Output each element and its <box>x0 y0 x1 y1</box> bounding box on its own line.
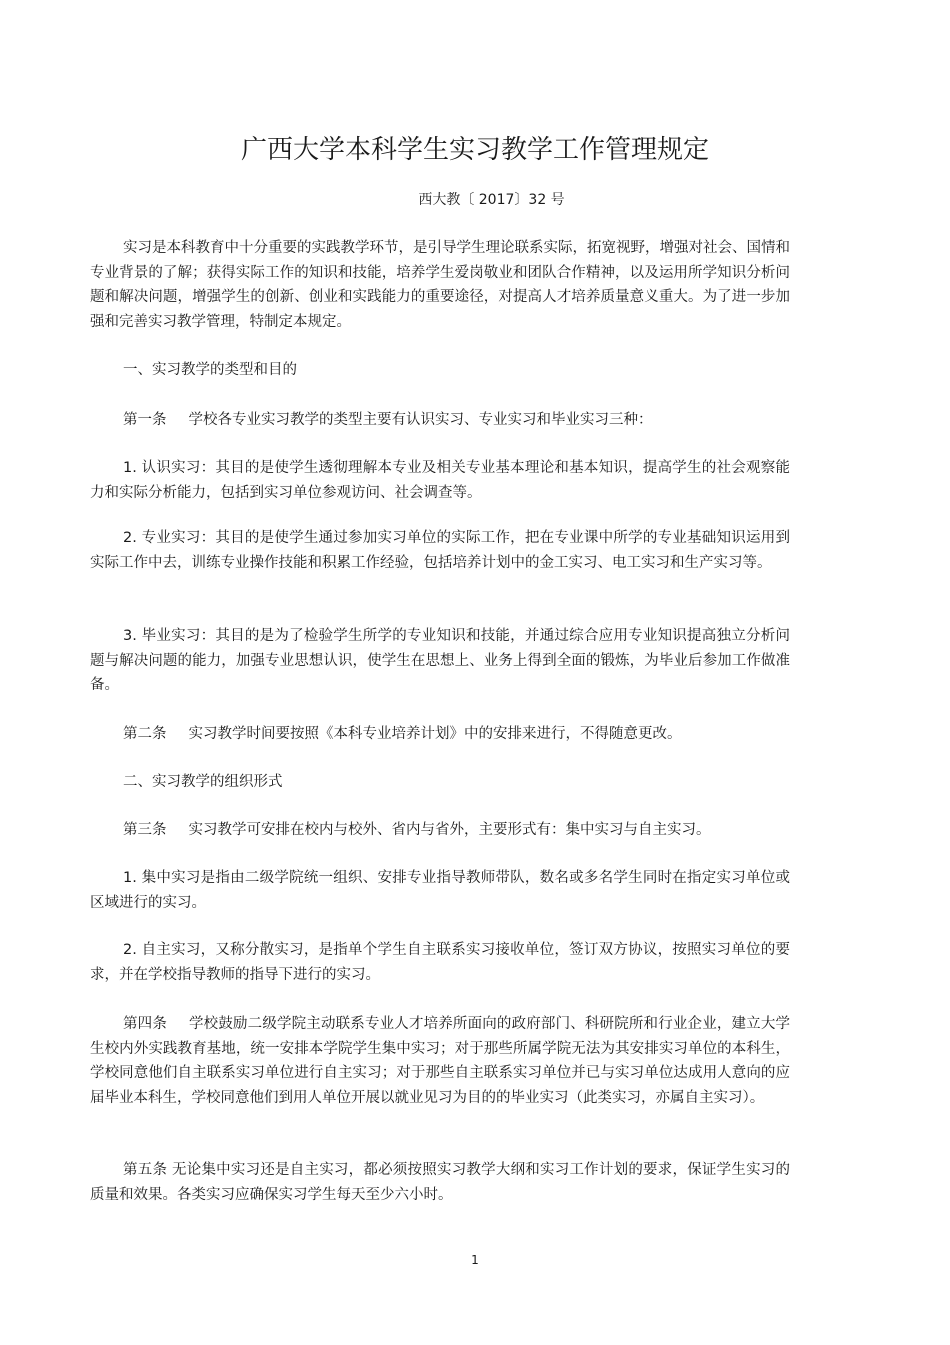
article-5 <box>90 1158 790 1207</box>
article-2-label: 第二条 <box>123 726 167 742</box>
article-1-text: 学校各专业实习教学的类型主要有认识实习、专业实习和毕业实习三种： <box>188 412 653 428</box>
section-heading-2: 二、实习教学的组织形式 <box>123 774 283 790</box>
article-1-item-3: 3. 毕业实习：其目的是为了检验学生所学的专业知识和技能，并通过综合应用专业知识提高独立分析问题与解决问题的能力，加强专业思想认识，使学生在思想上、业务上得到全面的锻炼，为毕业后参加工作做准备。 <box>90 628 790 693</box>
article-4-label: 第四条 <box>123 1016 167 1032</box>
article-1-item-1: 1. 认识实习：其目的是使学生透彻理解本专业及相关专业基本理论和基本知识，提高学生的社会观察能力和实际分析能力，包括到实习单位参观访问、社会调查等。 <box>90 460 790 501</box>
article-1-item-2: 2. 专业实习：其目的是使学生通过参加实习单位的实际工作，把在专业课中所学的专业基础知识运用到实际工作中去，训练专业操作技能和积累工作经验，包括培养计划中的金工实习、电工实习和生产实习等。 <box>90 530 790 571</box>
article-5-label: 第五条 <box>123 1162 168 1178</box>
document-number: 西大教〔 2017〕32 号 <box>418 192 565 208</box>
article-3-item-2: 2. 自主实习，又称分散实习，是指单个学生自主联系实习接收单位，签订双方协议，按照实习单位的要求，并在学校指导教师的指导下进行的实习。 <box>90 942 790 983</box>
article-3-text: 实习教学可安排在校内与校外、省内与省外，主要形式有：集中实习与自主实习。 <box>188 822 711 838</box>
article-2-text: 实习教学时间要按照《本科专业培养计划》中的安排来进行，不得随意更改。 <box>188 726 682 742</box>
article-1 <box>90 408 790 433</box>
document-title: 广西大学本科学生实习教学工作管理规定 <box>240 135 709 165</box>
article-3 <box>90 818 790 843</box>
article-1-label: 第一条 <box>123 412 167 428</box>
article-5-text: 无论集中实习还是自主实习，都必须按照实习教学大纲和实习工作计划的要求，保证学生实习的质量和效果。各类实习应确保实习学生每天至少六小时。 <box>90 1162 791 1203</box>
article-4 <box>90 1012 790 1110</box>
intro-paragraph: 实习是本科教育中十分重要的实践教学环节，是引导学生理论联系实际，拓宽视野，增强对社会、国情和专业背景的了解；获得实际工作的知识和技能，培养学生爱岗敬业和团队合作精神，以及运用所学知识分析问题和解决问题，增强学生的创新、创业和实践能力的重要途径，对提高人才培养质量意义重大。为了进一步加强和完善实习教学管理，特制定本规定。 <box>90 240 790 330</box>
section-heading-1: 一、实习教学的类型和目的 <box>123 362 297 378</box>
article-2 <box>90 722 790 747</box>
page-number: 1 <box>471 1253 479 1267</box>
article-3-label: 第三条 <box>123 822 167 838</box>
article-4-text: 学校鼓励二级学院主动联系专业人才培养所面向的政府部门、科研院所和行业企业，建立大学生校内外实践教育基地，统一安排本学院学生集中实习；对于那些所属学院无法为其安排实习单位的本科生，学校同意他们自主联系实习单位进行自主实习；对于那些自主联系实习单位并已与实习单位达成用人意向的应届毕业本科生，学校同意他们到用人单位开展以就业见习为目的的毕业实习（此类实习，亦属自主实习）。 <box>90 1016 791 1106</box>
article-3-item-1: 1. 集中实习是指由二级学院统一组织、安排专业指导教师带队，数名或多名学生同时在指定实习单位或区域进行的实习。 <box>90 870 790 911</box>
